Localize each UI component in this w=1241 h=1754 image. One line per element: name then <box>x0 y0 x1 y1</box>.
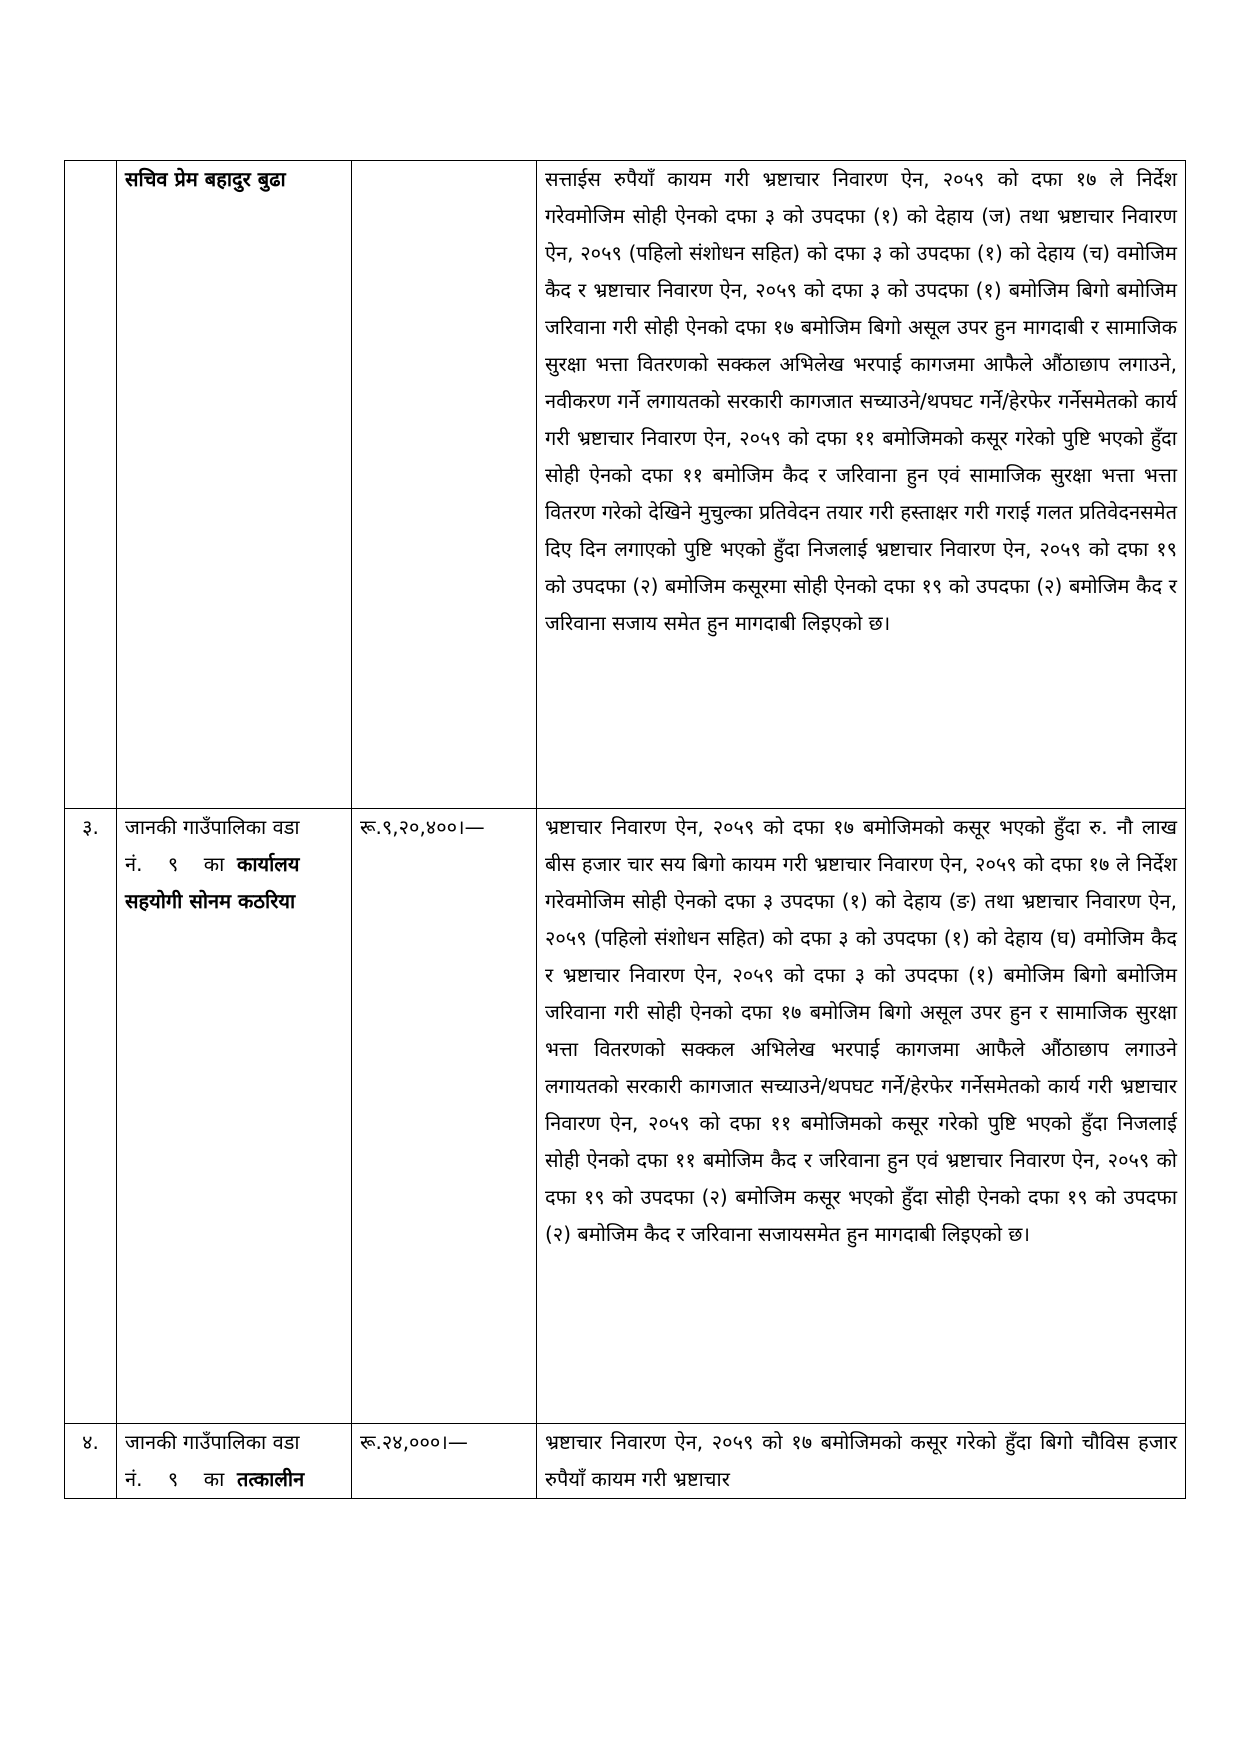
table-row <box>65 1424 1186 1499</box>
claim-amount: रू.९,२०,४००।— <box>352 809 537 1424</box>
charge-description: भ्रष्टाचार निवारण ऐन, २०५९ को दफा १७ बमोजिमको कसूर भएको हुँदा रु. नौ लाख बीस हजार चार सय बिगो कायम गरी भ्रष्टाचार निवारण ऐन, २०५९ को दफा १७ ले निर्देश गरेवमोजिम सोही ऐनको दफा ३ उपदफा (१) को देहाय (ङ) तथा भ्रष्टाचार निवारण ऐन, २०५९ (पहिलो संशोधन सहित) को दफा ३ को उपदफा (१) को देहाय (घ) वमोजिम कैद र भ्रष्टाचार निवारण ऐन, २०५९ को दफा ३ को उपदफा (१) बमोजिम बिगो बमोजिम जरिवाना गरी सोही ऐनको दफा १७ बमोजिम बिगो असूल उपर हुन र सामाजिक सुरक्षा भत्ता वितरणको सक्कल अभिलेख भरपाई कागजमा आफैले औंठाछाप लगाउने लगायतको सरकारी कागजात सच्याउने/थपघट गर्ने/हेरफेर गर्नेसमेतको कार्य गरी भ्रष्टाचार निवारण ऐन, २०५९ को दफा ११ बमोजिमको कसूर गरेको पुष्टि भएको हुँदा निजलाई सोही ऐनको दफा ११ बमोजिम कैद र जरिवाना हुन एवं भ्रष्टाचार निवारण ऐन, २०५९ को दफा १९ को उपदफा (२) बमोजिम कसूर भएको हुँदा सोही ऐनको दफा १९ को उपदफा (२) बमोजिम कैद र जरिवाना सजायसमेत हुन मागदाबी लिइएको छ। <box>537 809 1186 1424</box>
row-number: ३. <box>65 809 117 1424</box>
accused-name-part: कार्यालय <box>236 852 300 876</box>
case-table <box>64 160 1186 1499</box>
accused-name-part: नं. ९ का <box>125 1467 237 1491</box>
table-row <box>65 809 1186 1424</box>
accused-name-line: जानकी गाउँपालिका वडा <box>125 1430 300 1454</box>
claim-amount: रू.२४,०००।— <box>352 1424 537 1499</box>
charge-description: भ्रष्टाचार निवारण ऐन, २०५९ को १७ बमोजिमको कसूर गरेको हुँदा बिगो चौविस हजार रुपैयाँ कायम गरी भ्रष्टाचार <box>537 1424 1186 1499</box>
accused-name <box>117 809 352 1424</box>
accused-name-line: जानकी गाउँपालिका वडा <box>125 815 300 839</box>
accused-name-line <box>125 1461 343 1498</box>
row-number: ४. <box>65 1424 117 1499</box>
row-number <box>65 161 117 809</box>
accused-name-line: सहयोगी सोनम कठरिया <box>125 889 296 913</box>
table-row <box>65 161 1186 809</box>
accused-name-line: सचिव प्रेम बहादुर बुढा <box>125 167 286 191</box>
accused-name-part: तत्कालीन <box>236 1467 305 1491</box>
accused-name-line <box>125 846 343 883</box>
charge-description: सत्ताईस रुपैयाँ कायम गरी भ्रष्टाचार निवारण ऐन, २०५९ को दफा १७ ले निर्देश गरेवमोजिम सोही ऐनको दफा ३ को उपदफा (१) को देहाय (ज) तथा भ्रष्टाचार निवारण ऐन, २०५९ (पहिलो संशोधन सहित) को दफा ३ को उपदफा (१) को देहाय (च) वमोजिम कैद र भ्रष्टाचार निवारण ऐन, २०५९ को दफा ३ को उपदफा (१) बमोजिम बिगो बमोजिम जरिवाना गरी सोही ऐनको दफा १७ बमोजिम बिगो असूल उपर हुन मागदाबी र सामाजिक सुरक्षा भत्ता वितरणको सक्कल अभिलेख भरपाई कागजमा आफैले औंठाछाप लगाउने, नवीकरण गर्ने लगायतको सरकारी कागजात सच्याउने/थपघट गर्ने/हेरफेर गर्नेसमेतको कार्य गरी भ्रष्टाचार निवारण ऐन, २०५९ को दफा ११ बमोजिमको कसूर गरेको पुष्टि भएको हुँदा सोही ऐनको दफा ११ बमोजिम कैद र जरिवाना हुन एवं सामाजिक सुरक्षा भत्ता भत्ता वितरण गरेको देखिने मुचुल्का प्रतिवेदन तयार गरी हस्ताक्षर गरी गराई गलत प्रतिवेदनसमेत दिए दिन लगाएको पुष्टि भएको हुँदा निजलाई भ्रष्टाचार निवारण ऐन, २०५९ को दफा १९ को उपदफा (२) बमोजिम कसूरमा सोही ऐनको दफा १९ को उपदफा (२) बमोजिम कैद र जरिवाना सजाय समेत हुन मागदाबी लिइएको छ। <box>537 161 1186 809</box>
accused-name-part: नं. ९ का <box>125 852 237 876</box>
accused-name <box>117 161 352 809</box>
claim-amount <box>352 161 537 809</box>
accused-name <box>117 1424 352 1499</box>
